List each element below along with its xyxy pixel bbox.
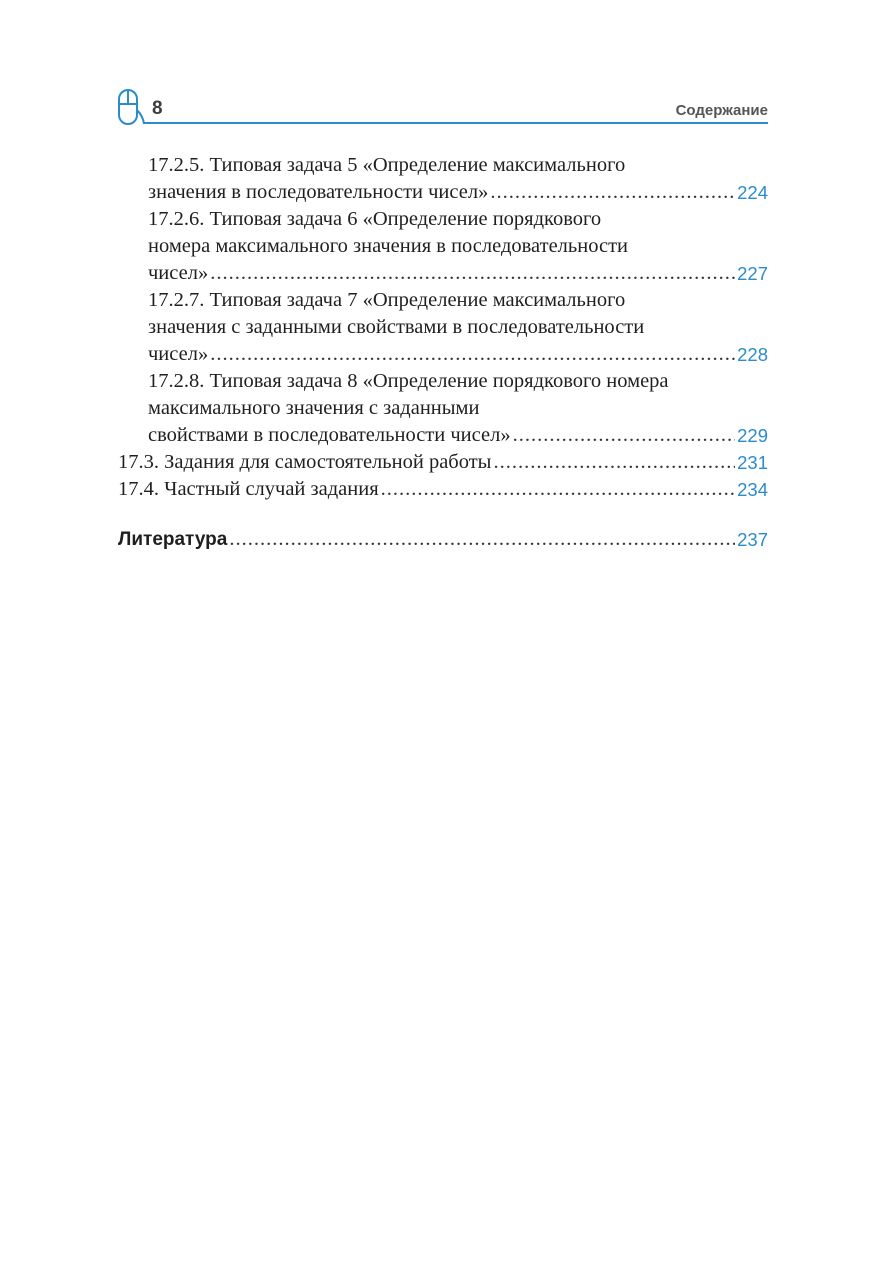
- toc-entry-17-2-7[interactable]: [148, 287, 768, 368]
- toc-entry-line: значения в последовательности чисел»: [148, 181, 489, 203]
- toc-entry-line: номера максимального значения в последовательности: [148, 235, 629, 257]
- toc-entry-17-2-6[interactable]: [148, 206, 768, 287]
- toc-entry-line: 17.2.8. Типовая задача 8 «Определение порядкового номера: [148, 370, 669, 392]
- toc-entry-line: 17.2.7. Типовая задача 7 «Определение максимального: [148, 289, 626, 311]
- leader-dots: [490, 179, 735, 206]
- toc-entry-line: 17.3. Задания для самостоятельной работы: [118, 451, 492, 473]
- leader-dots: [229, 526, 735, 553]
- leader-dots: [210, 341, 735, 368]
- page-link[interactable]: 228: [737, 344, 768, 365]
- leader-dots: [210, 260, 735, 287]
- running-header-title: Содержание: [675, 102, 768, 119]
- leader-dots: [381, 476, 736, 503]
- toc-entry-line: 17.2.6. Типовая задача 6 «Определение порядкового: [148, 208, 602, 230]
- toc-entry-line: чисел»: [148, 262, 209, 284]
- toc-entry-line: 17.2.5. Типовая задача 5 «Определение максимального: [148, 154, 626, 176]
- header-rule: [144, 122, 768, 124]
- computer-mouse-icon: [116, 86, 146, 128]
- table-of-contents: [118, 152, 768, 553]
- page-link[interactable]: 234: [737, 479, 768, 500]
- toc-entry-line: свойствами в последовательности чисел»: [148, 424, 511, 446]
- page-link[interactable]: 227: [737, 263, 768, 284]
- page-link[interactable]: 229: [737, 425, 768, 446]
- toc-entry-17-2-8[interactable]: [148, 368, 768, 449]
- toc-entry-line: чисел»: [148, 343, 209, 365]
- leader-dots: [513, 422, 736, 449]
- page-header: [116, 86, 768, 130]
- leader-dots: [493, 449, 735, 476]
- toc-entry-17-2-5[interactable]: [148, 152, 768, 206]
- toc-entry-line: максимального значения с заданными: [148, 397, 480, 419]
- page-link[interactable]: 224: [737, 182, 768, 203]
- toc-entry-17-3[interactable]: [118, 449, 768, 476]
- page-link[interactable]: 231: [737, 452, 768, 473]
- toc-entry-literature[interactable]: [118, 526, 768, 553]
- literature-title: Литература: [118, 529, 228, 550]
- page-link[interactable]: 237: [737, 529, 768, 550]
- toc-entry-line: 17.4. Частный случай задания: [118, 478, 379, 500]
- page-number: 8: [152, 98, 163, 119]
- toc-entry-17-4[interactable]: [118, 476, 768, 503]
- toc-entry-line: значения с заданными свойствами в последовательности: [148, 316, 645, 338]
